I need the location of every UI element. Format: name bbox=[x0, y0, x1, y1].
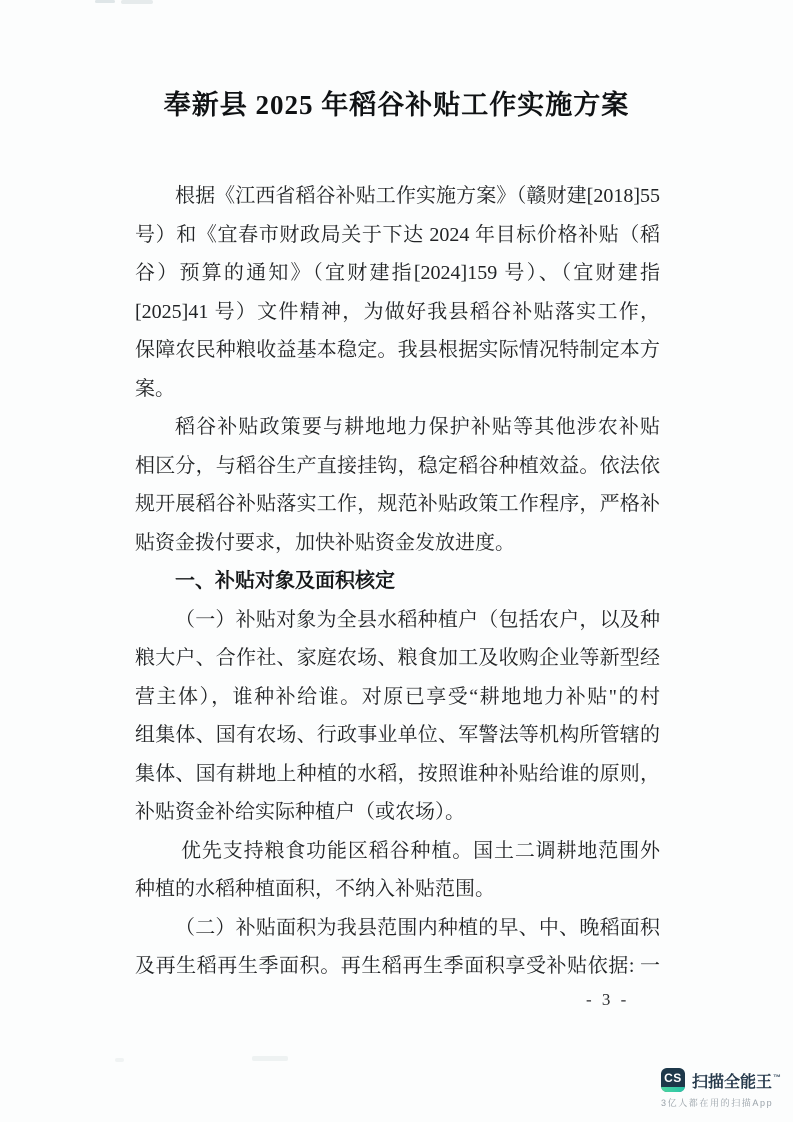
scan-artifact bbox=[115, 1058, 124, 1062]
document-body bbox=[0, 177, 793, 986]
text-line: 案。 bbox=[135, 377, 175, 400]
text-line: 规开展稻谷补贴落实工作，规范补贴政策工作程序，严格补 bbox=[135, 493, 660, 515]
camscanner-logo-letters: CS bbox=[664, 1071, 682, 1085]
text-line: 保障农民种粮收益基本稳定。我县根据实际情况特制定本方 bbox=[135, 339, 660, 361]
camscanner-logo-icon bbox=[661, 1068, 685, 1092]
camscanner-logo-row bbox=[661, 1068, 781, 1092]
text-line: 根据《江西省稻谷补贴工作实施方案》（赣财建[2018]55 bbox=[175, 185, 660, 207]
text-line: 贴资金拨付要求，加快补贴资金发放进度。 bbox=[135, 531, 515, 554]
text-line: 优先支持粮食功能区稻谷种植。国土二调耕地范围外 bbox=[181, 839, 660, 862]
section-heading: 一、补贴对象及面积核定 bbox=[175, 570, 395, 592]
camscanner-app-name bbox=[692, 1069, 781, 1092]
text-line: 号）和《宜春市财政局关于下达 2024 年目标价格补贴（稻 bbox=[135, 223, 660, 246]
text-line: 及再生稻再生季面积。再生稻再生季面积享受补贴依据: 一 bbox=[135, 955, 660, 977]
text-line: [2025]41 号）文件精神，为做好我县稻谷补贴落实工作， bbox=[135, 300, 660, 323]
text-line: 组集体、国有农场、行政事业单位、军警法等机构所管辖的 bbox=[135, 724, 660, 746]
scan-artifact bbox=[252, 1056, 288, 1061]
camscanner-tagline: 3亿人都在用的扫描App bbox=[660, 1098, 774, 1108]
camscanner-app-name-text: 扫描全能王 bbox=[691, 1073, 772, 1091]
camscanner-watermark bbox=[661, 1068, 781, 1109]
paragraph bbox=[135, 832, 660, 909]
text-line: （一）补贴对象为全县水稻种植户（包括农户，以及种 bbox=[175, 608, 660, 631]
text-line: 谷）预算的通知》（宜财建指[2024]159 号）、（宜财建指 bbox=[135, 262, 660, 284]
text-line: 集体、国有耕地上种植的水稻，按照谁种补贴给谁的原则， bbox=[135, 762, 660, 785]
page-number: - 3 - bbox=[586, 990, 630, 1009]
paragraph bbox=[135, 909, 660, 986]
paragraph bbox=[135, 601, 660, 832]
text-line: 营主体），谁种补给谁。对原已享受“耕地地力补贴"的村 bbox=[135, 685, 660, 708]
document-title: 奉新县 2025 年稻谷补贴工作实施方案 bbox=[163, 90, 630, 120]
trademark-symbol: ™ bbox=[773, 1073, 781, 1083]
text-line: 补贴资金补给实际种植户（或农场）。 bbox=[135, 801, 465, 823]
paragraph bbox=[135, 408, 660, 562]
text-line: 稻谷补贴政策要与耕地地力保护补贴等其他涉农补贴 bbox=[175, 416, 660, 438]
paragraph bbox=[135, 177, 660, 408]
text-line: 粮大户、合作社、家庭农场、粮食加工及收购企业等新型经 bbox=[135, 647, 660, 669]
text-line: 种植的水稻种植面积，不纳入补贴范围。 bbox=[135, 878, 495, 900]
text-line: 相区分，与稻谷生产直接挂钩，稳定稻谷种植效益。依法依 bbox=[135, 454, 660, 477]
text-line: （二）补贴面积为我县范围内种植的早、中、晚稻面积 bbox=[175, 916, 660, 939]
